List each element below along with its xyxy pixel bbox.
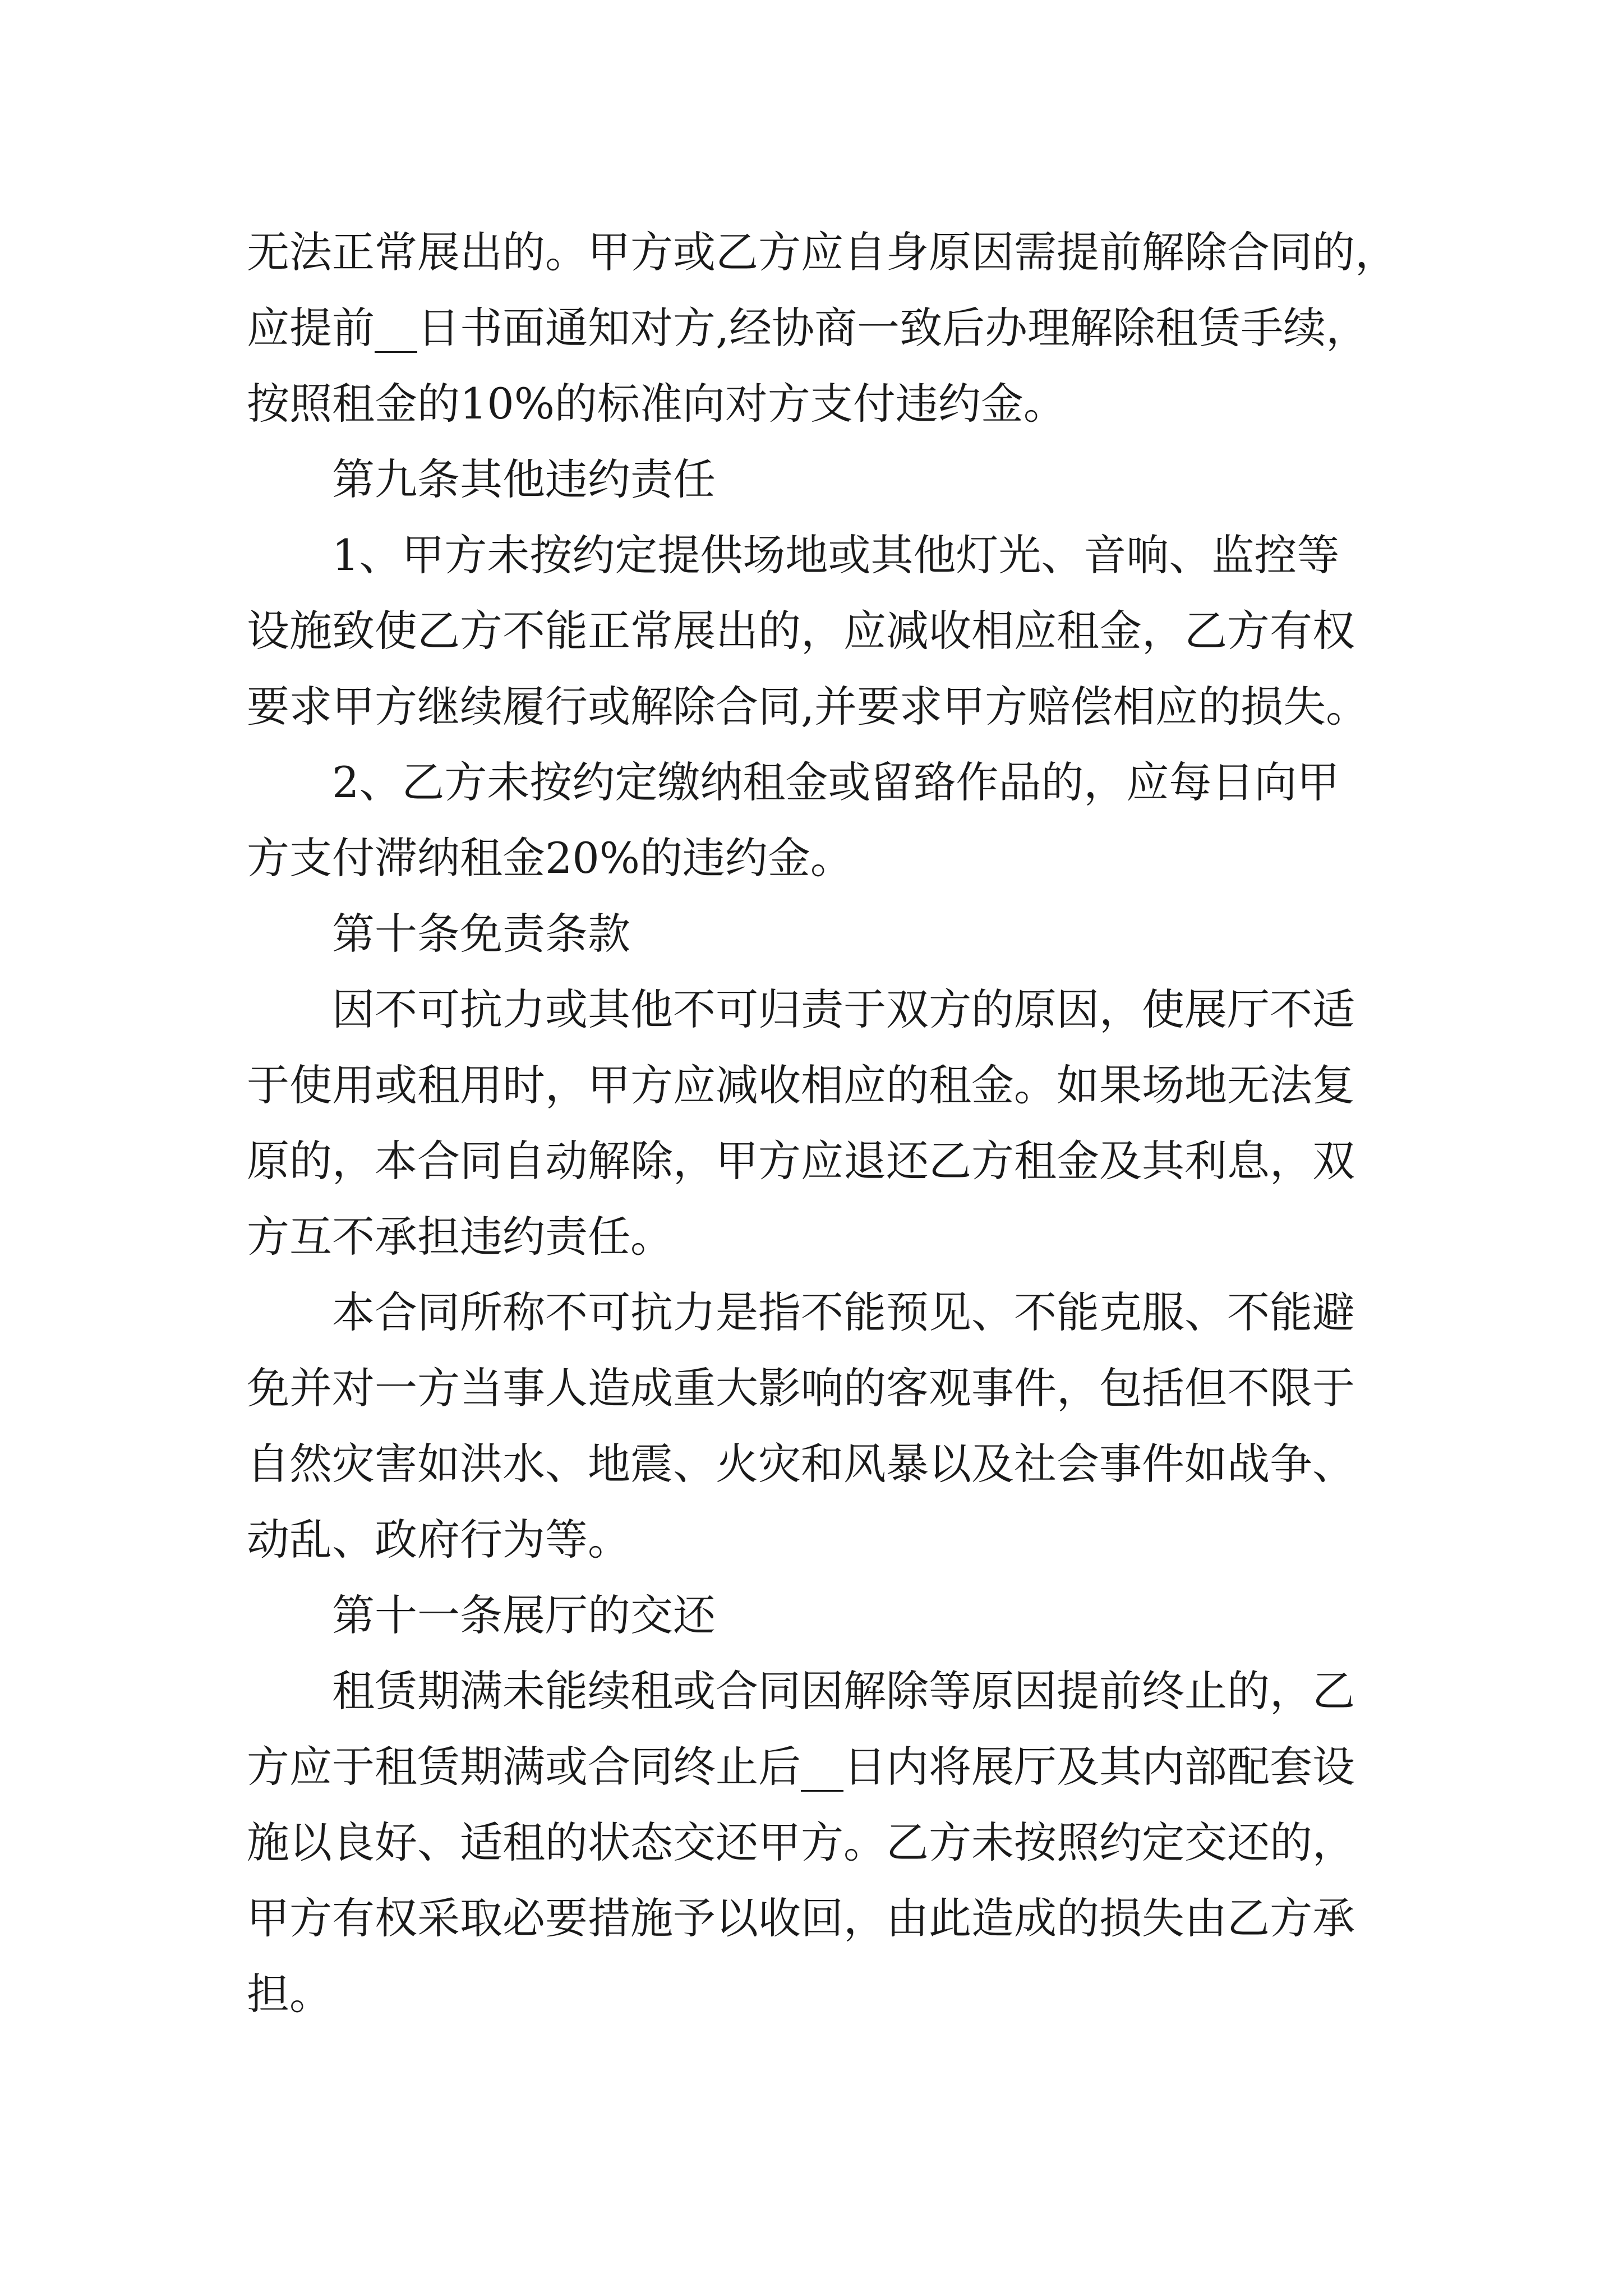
body-text-line: 要求甲方继续履行或解除合同,并要求甲方赔偿相应的损失。: [247, 682, 1369, 731]
body-text-line: 原的，本合同自动解除，甲方应退还乙方租金及其利息，双: [247, 1136, 1355, 1186]
body-text-line: 方互不承担违约责任。: [247, 1212, 673, 1262]
body-text-line: 租赁期满未能续租或合同因解除等原因提前终止的，乙: [332, 1666, 1355, 1716]
body-text-line: 自然灾害如洪水、地震、火灾和风暴以及社会事件如战争、: [247, 1439, 1355, 1489]
body-text-line: 设施致使乙方不能正常展出的，应减收相应租金，乙方有权: [247, 606, 1355, 656]
body-text-line: 按照租金的10%的标准向对方支付违约金。: [247, 379, 1066, 429]
body-text-line: 方应于租赁期满或合同终止后__日内将展厅及其内部配套设: [247, 1742, 1355, 1792]
body-text-line: 因不可抗力或其他不可归责于双方的原因，使展厅不适: [332, 984, 1355, 1034]
body-text-line: 甲方有权采取必要措施予以收回，由此造成的损失由乙方承: [247, 1893, 1355, 1943]
body-text-line: 免并对一方当事人造成重大影响的客观事件，包括但不限于: [247, 1363, 1355, 1413]
body-text-line: 应提前__日书面通知对方,经协商一致后办理解除租赁手续，: [247, 303, 1369, 353]
body-text-line: 施以良好、适租的状态交还甲方。乙方未按照约定交还的，: [247, 1818, 1355, 1867]
body-text-line: 无法正常展出的。甲方或乙方应自身原因需提前解除合同的，: [247, 227, 1398, 277]
body-text-line: 动乱、政府行为等。: [247, 1515, 630, 1565]
body-text-line: 本合同所称不可抗力是指不能预见、不能克服、不能避: [332, 1287, 1355, 1337]
article-9-heading: 第九条其他违约责任: [332, 454, 716, 504]
body-text-line: 2、乙方未按约定缴纳租金或留臵作品的，应每日向甲: [332, 757, 1340, 807]
body-text-line: 1、甲方未按约定提供场地或其他灯光、音响、监控等: [332, 530, 1340, 580]
body-text-line: 担。: [247, 1969, 332, 2019]
body-text-line: 于使用或租用时，甲方应减收相应的租金。如果场地无法复: [247, 1060, 1355, 1110]
body-text-line: 方支付滞纳租金20%的违约金。: [247, 833, 853, 883]
article-11-heading: 第十一条展厅的交还: [332, 1590, 716, 1640]
article-10-heading: 第十条免责条款: [332, 909, 630, 959]
